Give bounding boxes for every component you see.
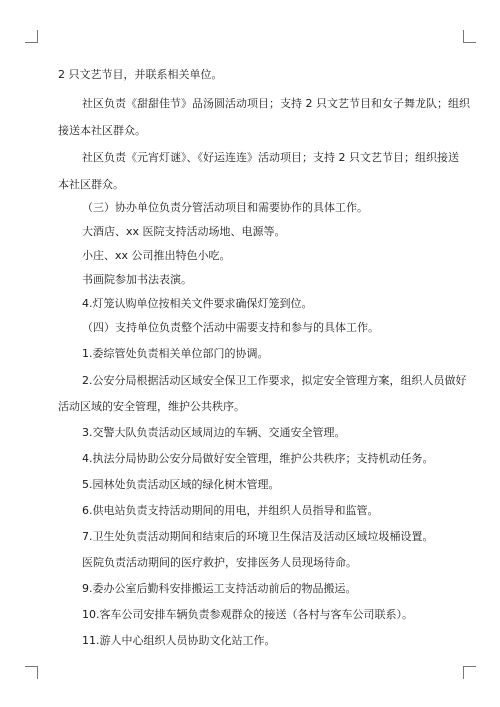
- crop-mark-bottom-left: [25, 666, 38, 679]
- list-item: 7.卫生处负责活动期间和结束后的环境卫生保洁及活动区域垃圾桶设置。: [82, 530, 434, 543]
- crop-mark-top-right: [463, 30, 476, 43]
- list-item: 1.委综管处负责相关单位部门的协调。: [82, 347, 269, 360]
- text-line: 大酒店、xx 医院支持活动场地、电源等。: [82, 225, 286, 238]
- list-item: 11.游人中心组织人员协助文化站工作。: [82, 634, 276, 647]
- text-line: 医院负责活动期间的医疗救护，安排医务人员现场待命。: [82, 556, 357, 569]
- crop-mark-top-left: [25, 30, 38, 43]
- text-line: 2 只文艺节目，并联系相关单位。: [58, 68, 223, 81]
- text-line: 小庄、xx 公司推出特色小吃。: [82, 249, 231, 262]
- text-line: 4.灯笼认购单位按相关文件要求确保灯笼到位。: [82, 297, 313, 310]
- section-heading: （四）支持单位负责整个活动中需要支持和参与的具体工作。: [82, 321, 379, 334]
- text-line: 接送本社区群众。: [58, 124, 146, 137]
- text-line: 社区负责《元宵灯谜》、《好运连连》活动项目；支持 2 只文艺节目；组织接送: [82, 151, 459, 164]
- list-item: 5.园林处负责活动区域的绿化树木管理。: [82, 478, 280, 491]
- section-heading: （三）协办单位负责分管活动项目和需要协作的具体工作。: [82, 201, 368, 214]
- crop-mark-bottom-right: [463, 666, 476, 679]
- text-line: 本社区群众。: [58, 178, 124, 191]
- text-line: 社区负责《甜甜佳节》品汤圆活动项目；支持 2 只文艺节目和女子舞龙队；组织: [82, 97, 470, 110]
- text-line: 书画院参加书法表演。: [82, 273, 192, 286]
- list-item: 10.客车公司安排车辆负责参观群众的接送（各村与客车公司联系）。: [82, 608, 413, 621]
- list-item: 3.交警大队负责活动区域周边的车辆、交通安全管理。: [82, 426, 346, 439]
- list-item: 6.供电站负责支持活动期间的用电，并组织人员指导和监管。: [82, 504, 379, 517]
- text-line: 活动区域的安全管理，维护公共秩序。: [58, 400, 245, 413]
- list-item: 4.执法分局协助公安分局做好安全管理，维护公共秩序；支持机动任务。: [82, 452, 434, 465]
- list-item: 2.公安分局根据活动区域安全保卫工作要求，拟定安全管理方案，组织人员做好: [82, 374, 467, 387]
- list-item: 9.委办公室后勤科安排搬运工支持活动前后的物品搬运。: [82, 582, 357, 595]
